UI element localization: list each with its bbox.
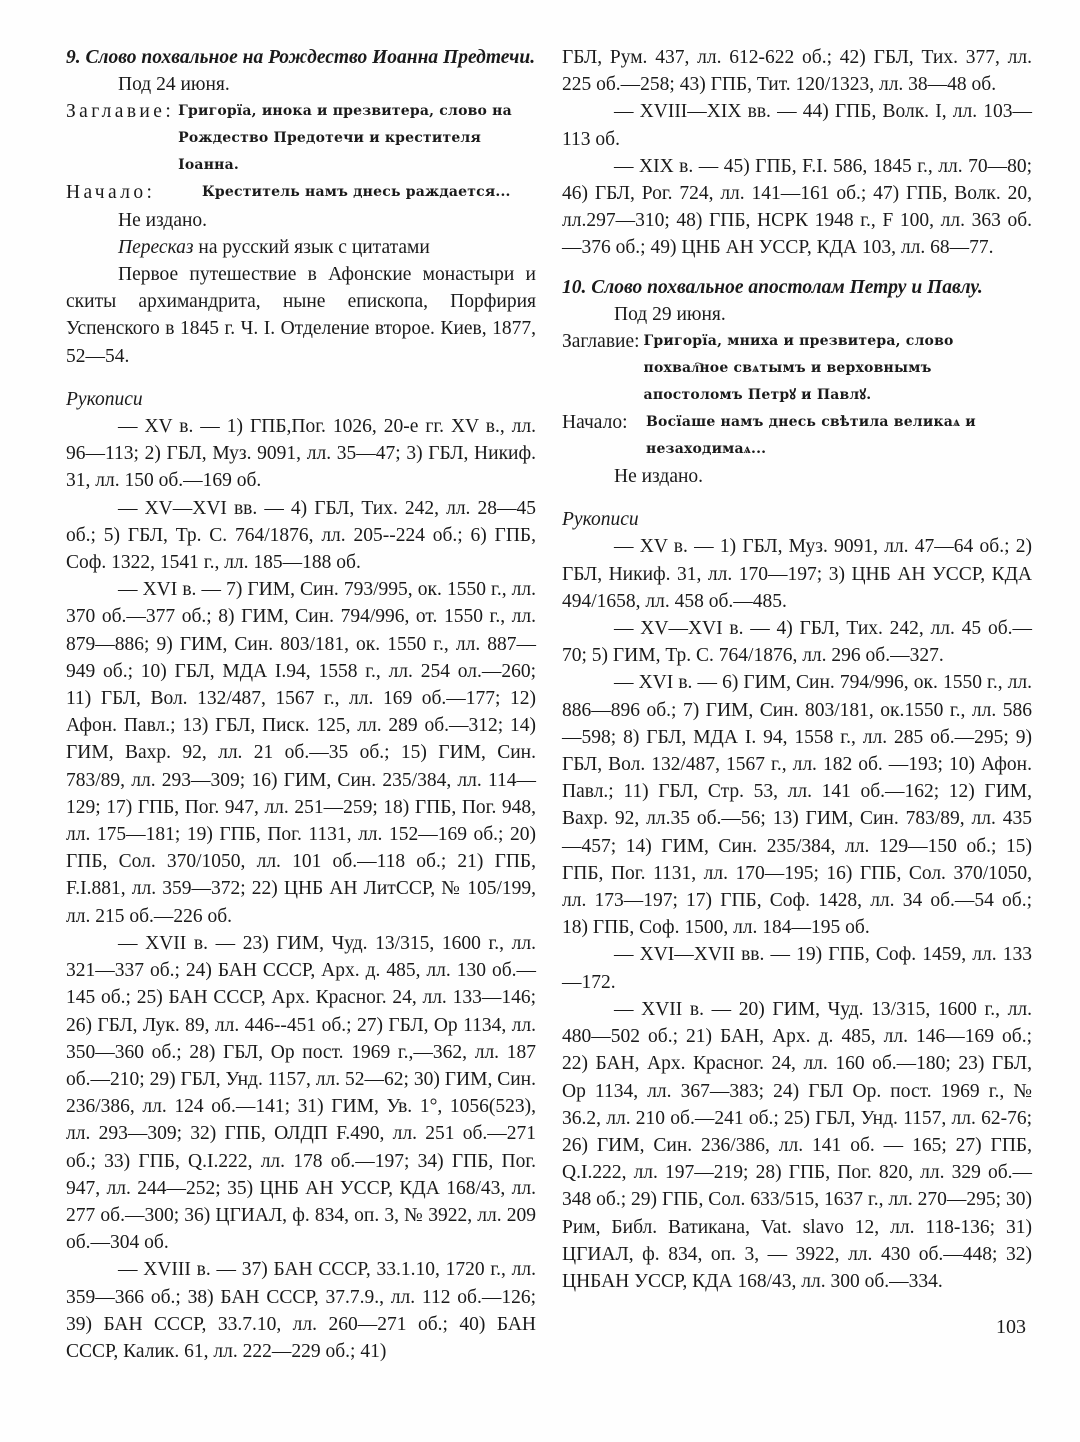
manuscripts-xv-xvi: — XV—XVI в. — 4) ГБЛ, Тих. 242, лл. 45 об.—70; 5) ГИМ, Тр. С. 764/1876, лл. 296 об.—327. <box>562 618 1032 667</box>
page-number: 103 <box>996 1316 1026 1338</box>
manuscripts-heading: Рукописи <box>562 509 639 531</box>
incipit-slavonic-text: Креститель намъ днесь раждается... <box>202 184 511 201</box>
manuscripts-xvi: — XVI в. — 6) ГИМ, Син. 794/996, ок. 1550 г., лл. 886—896 об.; 7) ГИМ, Син. 803/181, ок.1550 г., лл. 586—598; 8) ГБЛ, МДА I. 94, 1558 г., лл. 285 об.—295; 9) ГБЛ, Вол. 132/487, 1567 г., лл. 182 об. —193; 10) Афон. Павл.; 11) ГБЛ, Стр. 53, лл. 141 об.—162; 12) ГИМ, Вахр. 92, лл.35 об.—56; 13) ГИМ, Син. 783/89, лл. 435—457; 14) ГИМ, Син. 235/384, лл. 129—150 об.; 15) ГПБ, Пог. 1131, лл. 170—195; 16) ГПБ, Сол. 370/1050, лл. 173—197; 17) ГПБ, Соф. 1428, лл. 34 об.—54 об.; 18) ГПБ, Соф. 1500, лл. 184—195 об. <box>562 672 1032 939</box>
section-10-incipit-field <box>562 409 1032 463</box>
manuscripts-xv: — XV в. — 1) ГБЛ, Муз. 9091, лл. 47—64 об.; 2) ГБЛ, Никиф. 31, лл. 170—197; 3) ЦНБ АН УССР, КДА 494/1658, лл. 458 об.—485. <box>562 536 1032 612</box>
section-10-title: 10. Слово похвальное апостолам Петру и Павлу. <box>562 276 983 298</box>
title-label: Заглавие: <box>66 101 175 123</box>
incipit-slavonic-text: Восїаше намъ днесь свѣтила великаѧ и незаходимаѧ... <box>646 414 976 458</box>
manuscripts-xvii: — XVII в. — 23) ГИМ, Чуд. 13/315, 1600 г., лл. 321—337 об.; 24) БАН СССР, Арх. д. 485, лл. 130 об.—145 об.; 25) БАН СССР, Арх. Красног. 24, лл. 133—146; 26) ГБЛ, Лук. 89, лл. 446--451 об.; 27) ГБЛ, Ор 1134, лл. 350—360 об.; 28) ГБЛ, Ор пост. 1969 г.,—362, лл. 187 об.—210; 29) ГБЛ, Унд. 1157, лл. 52—62; 30) ГИМ, Син. 236/386, лл. 124 об.—141; 31) ГИМ, Ув. 1°, 1056(523), лл. 293—309; 32) ГПБ, ОЛДП F.490, лл. 251 об.—271 об.; 33) ГПБ, Q.I.222, лл. 178 об.—197; 34) ГПБ, Пог. 947, лл. 244—252; 35) ЦНБ АН УССР, КДА 168/43, лл. 277 об.—300; 36) ЦГИАЛ, ф. 834, оп. 3, № 3922, лл. 209 об.—304 об. <box>66 932 536 1254</box>
title-slavonic-text: Григорїа, мниха и презвитера, слово похвал҇ное свѧтымъ и верховнымъ апостоломъ Петрꙋ и Павлꙋ. <box>643 333 954 404</box>
manuscripts-heading: Рукописи <box>66 388 143 410</box>
section-9-title: 9. Слово похвальное на Рождество Иоанна Предтечи. <box>66 47 536 68</box>
incipit-label: Начало: <box>66 182 156 204</box>
manuscripts-xviii: — XVIII в. — 37) БАН СССР, 33.1.10, 1720 г., лл. 359—366 об.; 38) БАН СССР, 37.7.9., лл. 112 об.—126; 39) БАН СССР, 33.7.10, лл. 260—271 об.; 40) БАН СССР, Калик. 61, лл. 222—229 об.; 41) <box>66 1259 536 1362</box>
title-label: Заглавие: <box>562 331 640 353</box>
manuscripts-xv: — XV в. — 1) ГПБ,Пог. 1026, 20-е гг. XV в., лл. 96—113; 2) ГБЛ, Муз. 9091, лл. 35—47; 3) ГБЛ, Никиф. 31, лл. 150 об.—169 об. <box>66 416 536 492</box>
section-10-unpublished: Не издано. <box>614 466 704 488</box>
section-9-source: Первое путешествие в Афонские монастыри и скиты архимандрита, ныне епископа, Порфирия Успенского в 1845 г. Ч. I. Отделение второе. Киев, 1877, 52—54. <box>66 264 536 367</box>
manuscripts-xv-xvi: — XV—XVI вв. — 4) ГБЛ, Тих. 242, лл. 28—45 об.; 5) ГБЛ, Тр. С. 764/1876, лл. 205--224 об.; 6) ГПБ, Соф. 1322, 1541 г., лл. 185—188 об. <box>66 497 536 574</box>
manuscripts-xvi: — XVI в. — 7) ГИМ, Син. 793/995, ок. 1550 г., лл. 370 об.—377 об.; 8) ГИМ, Син. 794/996, от. 1550 г., лл. 879—886; 9) ГИМ, Син. 803/181, ок. 1550 г., лл. 887—949 об.; 10) ГБЛ, МДА I.94, 1558 г., лл. 254 ол.—260; 11) ГБЛ, Вол. 132/487, 1567 г., лл. 169 об.—177; 12) Афон. Павл.; 13) ГБЛ, Писк. 125, лл. 289 об.—312; 14) ГИМ, Вахр. 92, лл. 21 об.—35 об.; 15) ГИМ, Син. 783/89, лл. 293—309; 16) ГИМ, Син. 235/384, лл. 114—129; 17) ГПБ, Пог. 947, лл. 251—259; 18) ГПБ, Пог. 948, лл. 175—181; 19) ГПБ, Пог. 1131, лл. 152—169 об.; 20) ГПБ, Сол. 370/1050, лл. 101 об.—118 об.; 21) ГПБ, F.I.881, лл. 359—372; 22) ЦНБ АН ЛитССР, № 105/199, лл. 215 об.—226 об. <box>66 579 536 927</box>
right-column <box>562 44 1032 1295</box>
section-10-title-field <box>562 328 1032 409</box>
manuscripts-xvii: — XVII в. — 20) ГИМ, Чуд. 13/315, 1600 г., лл. 480—502 об.; 21) БАН, Арх. д. 485, лл. 146—169 об.; 22) БАН, Арх. Красног. 24, лл. 160 об.—180; 23) ГБЛ, Ор 1134, лл. 367—383; 24) ГБЛ Ор. пост. 1969 г., № 36.2, лл. 210 об.—241 об.; 25) ГБЛ, Унд. 1157, лл. 62-76; 26) ГИМ, Син. 236/386, лл. 141 об. — 165; 27) ГПБ, Q.I.222, лл. 197—219; 28) ГПБ, Пог. 820, лл. 329 об.—348 об.; 29) ГПБ, Сол. 633/515, 1637 г., лл. 270—295; 30) Рим, Библ. Ватикана, Vat. slavo 12, лл. 118-136; 31) ЦГИАЛ, ф. 834, оп. 3, — 3922, лл. 430 об.—448; 32) ЦНБАН УССР, КДА 168/43, лл. 300 об.—334. <box>562 998 1032 1292</box>
manuscripts-continuation: ГБЛ, Рум. 437, лл. 612-622 об.; 42) ГБЛ, Тих. 377, лл. 225 об.—258; 43) ГПБ, Тит. 120/1323, лл. 38—48 об. <box>562 47 1032 96</box>
section-9-unpublished: Не издано. <box>118 209 208 231</box>
manuscripts-xix: — XIX в. — 45) ГПБ, F.I. 586, 1845 г., лл. 70—80; 46) ГБЛ, Рог. 724, лл. 141—161 об.; 47) ГПБ, Волк. 20, лл.297—310; 48) ГПБ, НСРК 1948 г., F 100, лл. 363 об.—376 об.; 49) ЦНБ АН УССР, КДА 103, лл. 68—77. <box>562 155 1032 259</box>
section-9-retelling <box>66 234 536 261</box>
manuscripts-xviii-xix: — XVIII—XIX вв. — 44) ГПБ, Волк. I, лл. 103—113 об. <box>562 101 1032 150</box>
left-column <box>66 44 536 1365</box>
section-9-date: Под 24 июня. <box>118 74 230 96</box>
section-10-date: Под 29 июня. <box>614 303 726 325</box>
title-slavonic-text: Григорїа, инока и презвитера, слово на Рождество Предотечи и крестителя Iоанна. <box>178 103 512 174</box>
incipit-label: Начало: <box>562 412 628 434</box>
retelling-rest: на русский язык с цитатами <box>193 236 430 258</box>
manuscripts-xvi-xvii: — XVI—XVII вв. — 19) ГПБ, Соф. 1459, лл. 133—172. <box>562 944 1032 993</box>
section-9-title-field <box>66 98 536 179</box>
section-9-incipit-field <box>66 179 536 206</box>
retelling-word: Пересказ <box>118 236 194 258</box>
